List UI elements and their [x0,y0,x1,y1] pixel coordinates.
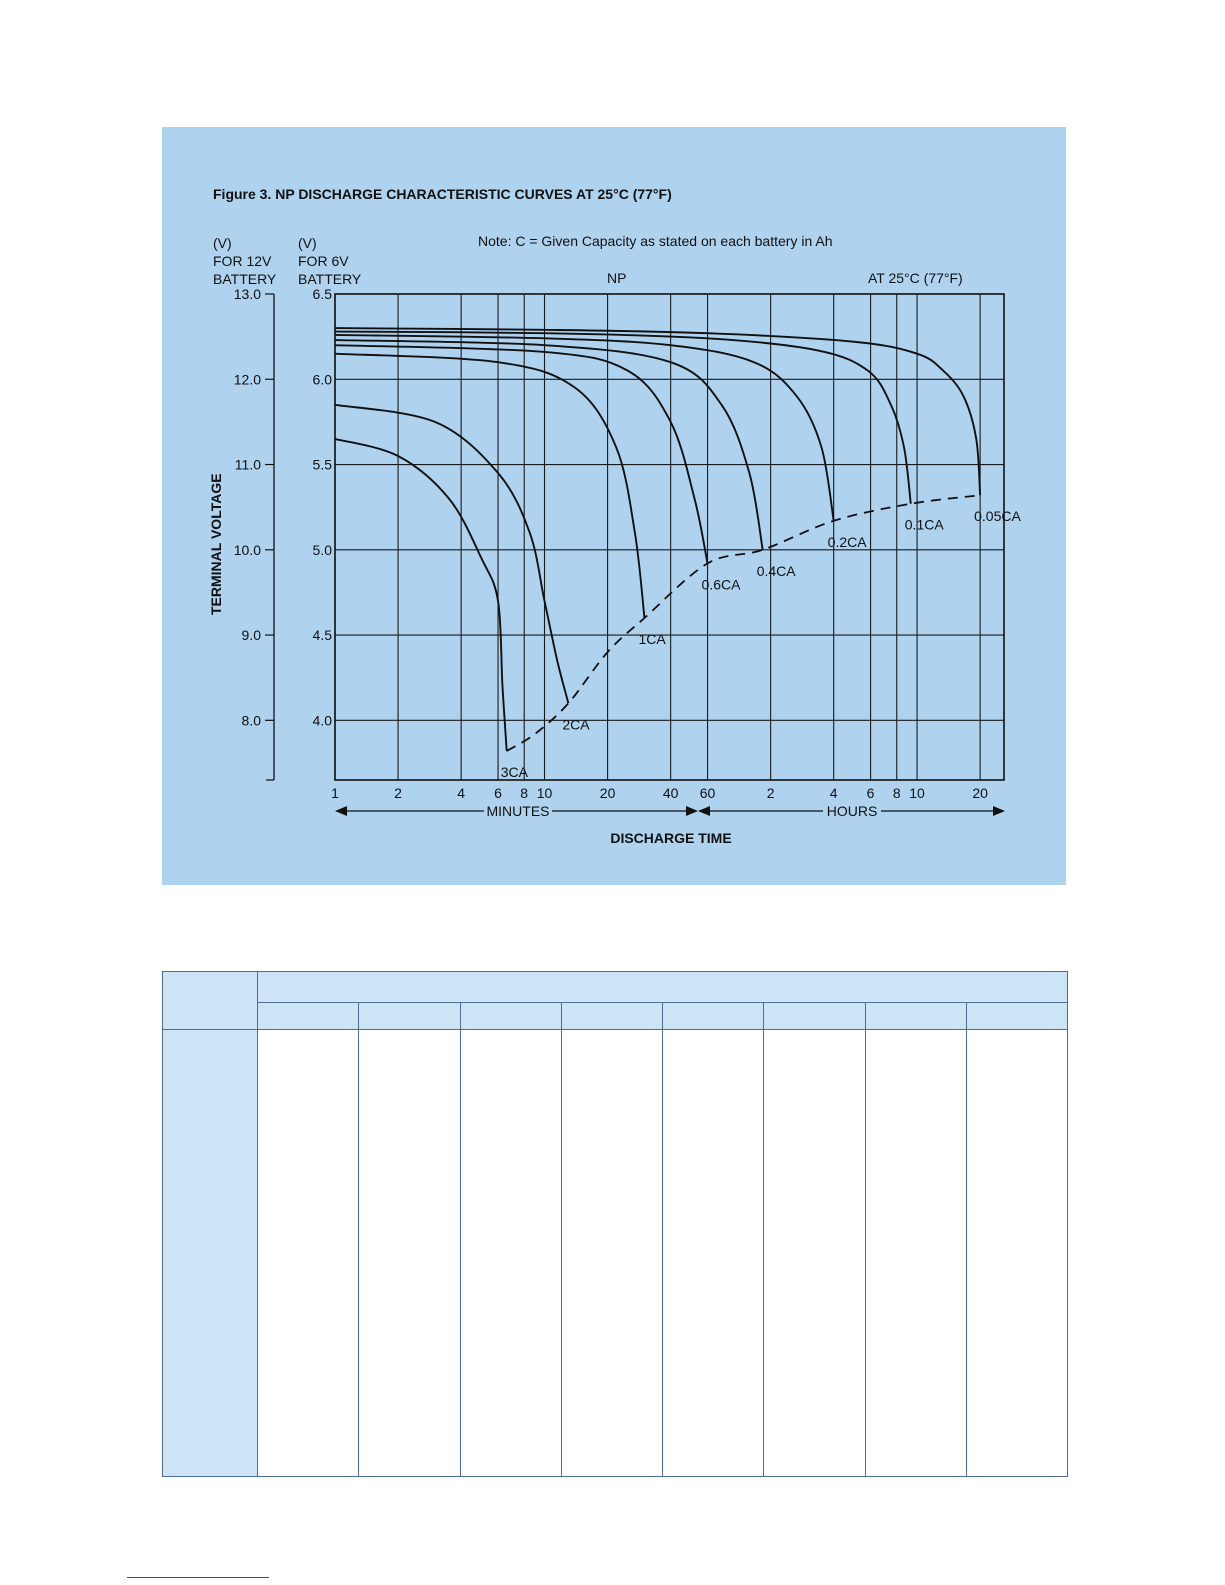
x-tick-label: 10 [536,785,553,801]
series-label-1ca: 1CA [638,631,666,647]
y6-tick-label: 5.5 [312,456,332,473]
table-cell [359,1030,460,1477]
y12-header-line3: BATTERY [213,271,277,287]
table-cell [258,1030,359,1477]
series-line-3ca [335,439,507,751]
capacity-note: Note: C = Given Capacity as stated on each battery in Ah [478,233,833,249]
table-column-header [460,1003,561,1030]
y12-tick-label: 9.0 [241,627,261,644]
plot-border [335,294,1004,780]
series-line-0-2ca [335,335,834,521]
series-line-2ca [335,405,568,703]
x-tick-label: 20 [599,785,616,801]
x-tick-label: 4 [457,785,466,801]
table-column-header [258,1003,359,1030]
y12-header-line1: (V) [213,235,232,251]
y6-header-line1: (V) [298,235,317,251]
table-cell [764,1030,865,1477]
series-label-0-1ca: 0.1CA [904,516,944,533]
x-tick-label: 1 [331,785,339,801]
hours-label: HOURS [826,803,878,819]
table-row-header [163,1030,258,1477]
plot-frame [335,294,1004,780]
table-cell [865,1030,966,1477]
table-column-header [966,1003,1067,1030]
series-line-1ca [335,354,644,618]
y6-tick-label: 4.5 [312,627,332,644]
y12-tick-label: 11.0 [234,456,261,473]
figure-title: Figure 3. NP DISCHARGE CHARACTERISTIC CURVES AT 25°C (77°F) [213,186,672,202]
series-label-0-6ca: 0.6CA [701,576,741,593]
y6-header-line2: FOR 6V [298,253,349,269]
table-cell [561,1030,662,1477]
time-span-arrows [335,803,1005,819]
minutes-label: MINUTES [486,803,550,819]
temperature-label: AT 25°C (77°F) [868,270,963,286]
series-label-2ca: 2CA [562,716,590,733]
minutes-arrowhead-left [335,806,347,816]
series-label-0-2ca: 0.2CA [827,533,867,550]
y12-tick-label: 13.0 [233,286,261,302]
table-group-header [258,972,1068,1003]
table-column-header [359,1003,460,1030]
x-tick-label: 6 [866,785,875,801]
y12-tick-label: 8.0 [241,712,261,729]
series-label: NP [607,270,627,286]
footer-rule [127,1577,269,1578]
x-tick-label: 4 [829,785,838,801]
series-group [335,328,980,751]
y6-tick-label: 6.0 [312,371,332,388]
table-column-header [764,1003,865,1030]
table-column-header [865,1003,966,1030]
table-cell [966,1030,1067,1477]
x-tick-label: 2 [394,785,402,801]
spec-table [162,971,1068,1477]
x-tick-label: 40 [662,785,679,801]
x-tick-label: 6 [494,785,502,801]
grid [335,294,1004,780]
table-column-header [561,1003,662,1030]
minutes-arrowhead-right [686,806,698,816]
x-tick-label: 20 [972,785,988,801]
x-tick-label: 10 [909,785,925,801]
series-labels [501,508,1022,780]
y12-tick-label: 12.0 [233,371,261,388]
series-label-0-4ca: 0.4CA [756,562,796,579]
table-column-header [663,1003,764,1030]
x-tick-label: 60 [699,785,716,801]
series-label-3ca: 3CA [500,764,528,781]
table-cell [460,1030,561,1477]
series-line-0-05ca [335,328,980,495]
y12-header-line2: FOR 12V [213,253,272,269]
y6-tick-label: 4.0 [312,712,332,729]
y6-tick-label: 5.0 [312,541,332,558]
x-tick-label: 2 [766,785,775,801]
series-line-0-6ca [335,345,708,563]
x-tick-label: 8 [520,785,529,801]
y12-tick-label: 10.0 [233,541,261,558]
x-axis-title: DISCHARGE TIME [610,830,732,846]
series-label-0-05ca: 0.05CA [974,508,1021,525]
table-corner-cell [163,972,258,1030]
y-axis-title: TERMINAL VOLTAGE [208,473,224,615]
y6-tick-label: 6.5 [312,286,332,302]
table-cell [663,1030,764,1477]
hours-arrowhead-right [993,806,1005,816]
y6-header-line3: BATTERY [298,271,362,287]
series-line-end-of-discharge [507,495,980,751]
x-tick-label: 8 [892,785,901,801]
